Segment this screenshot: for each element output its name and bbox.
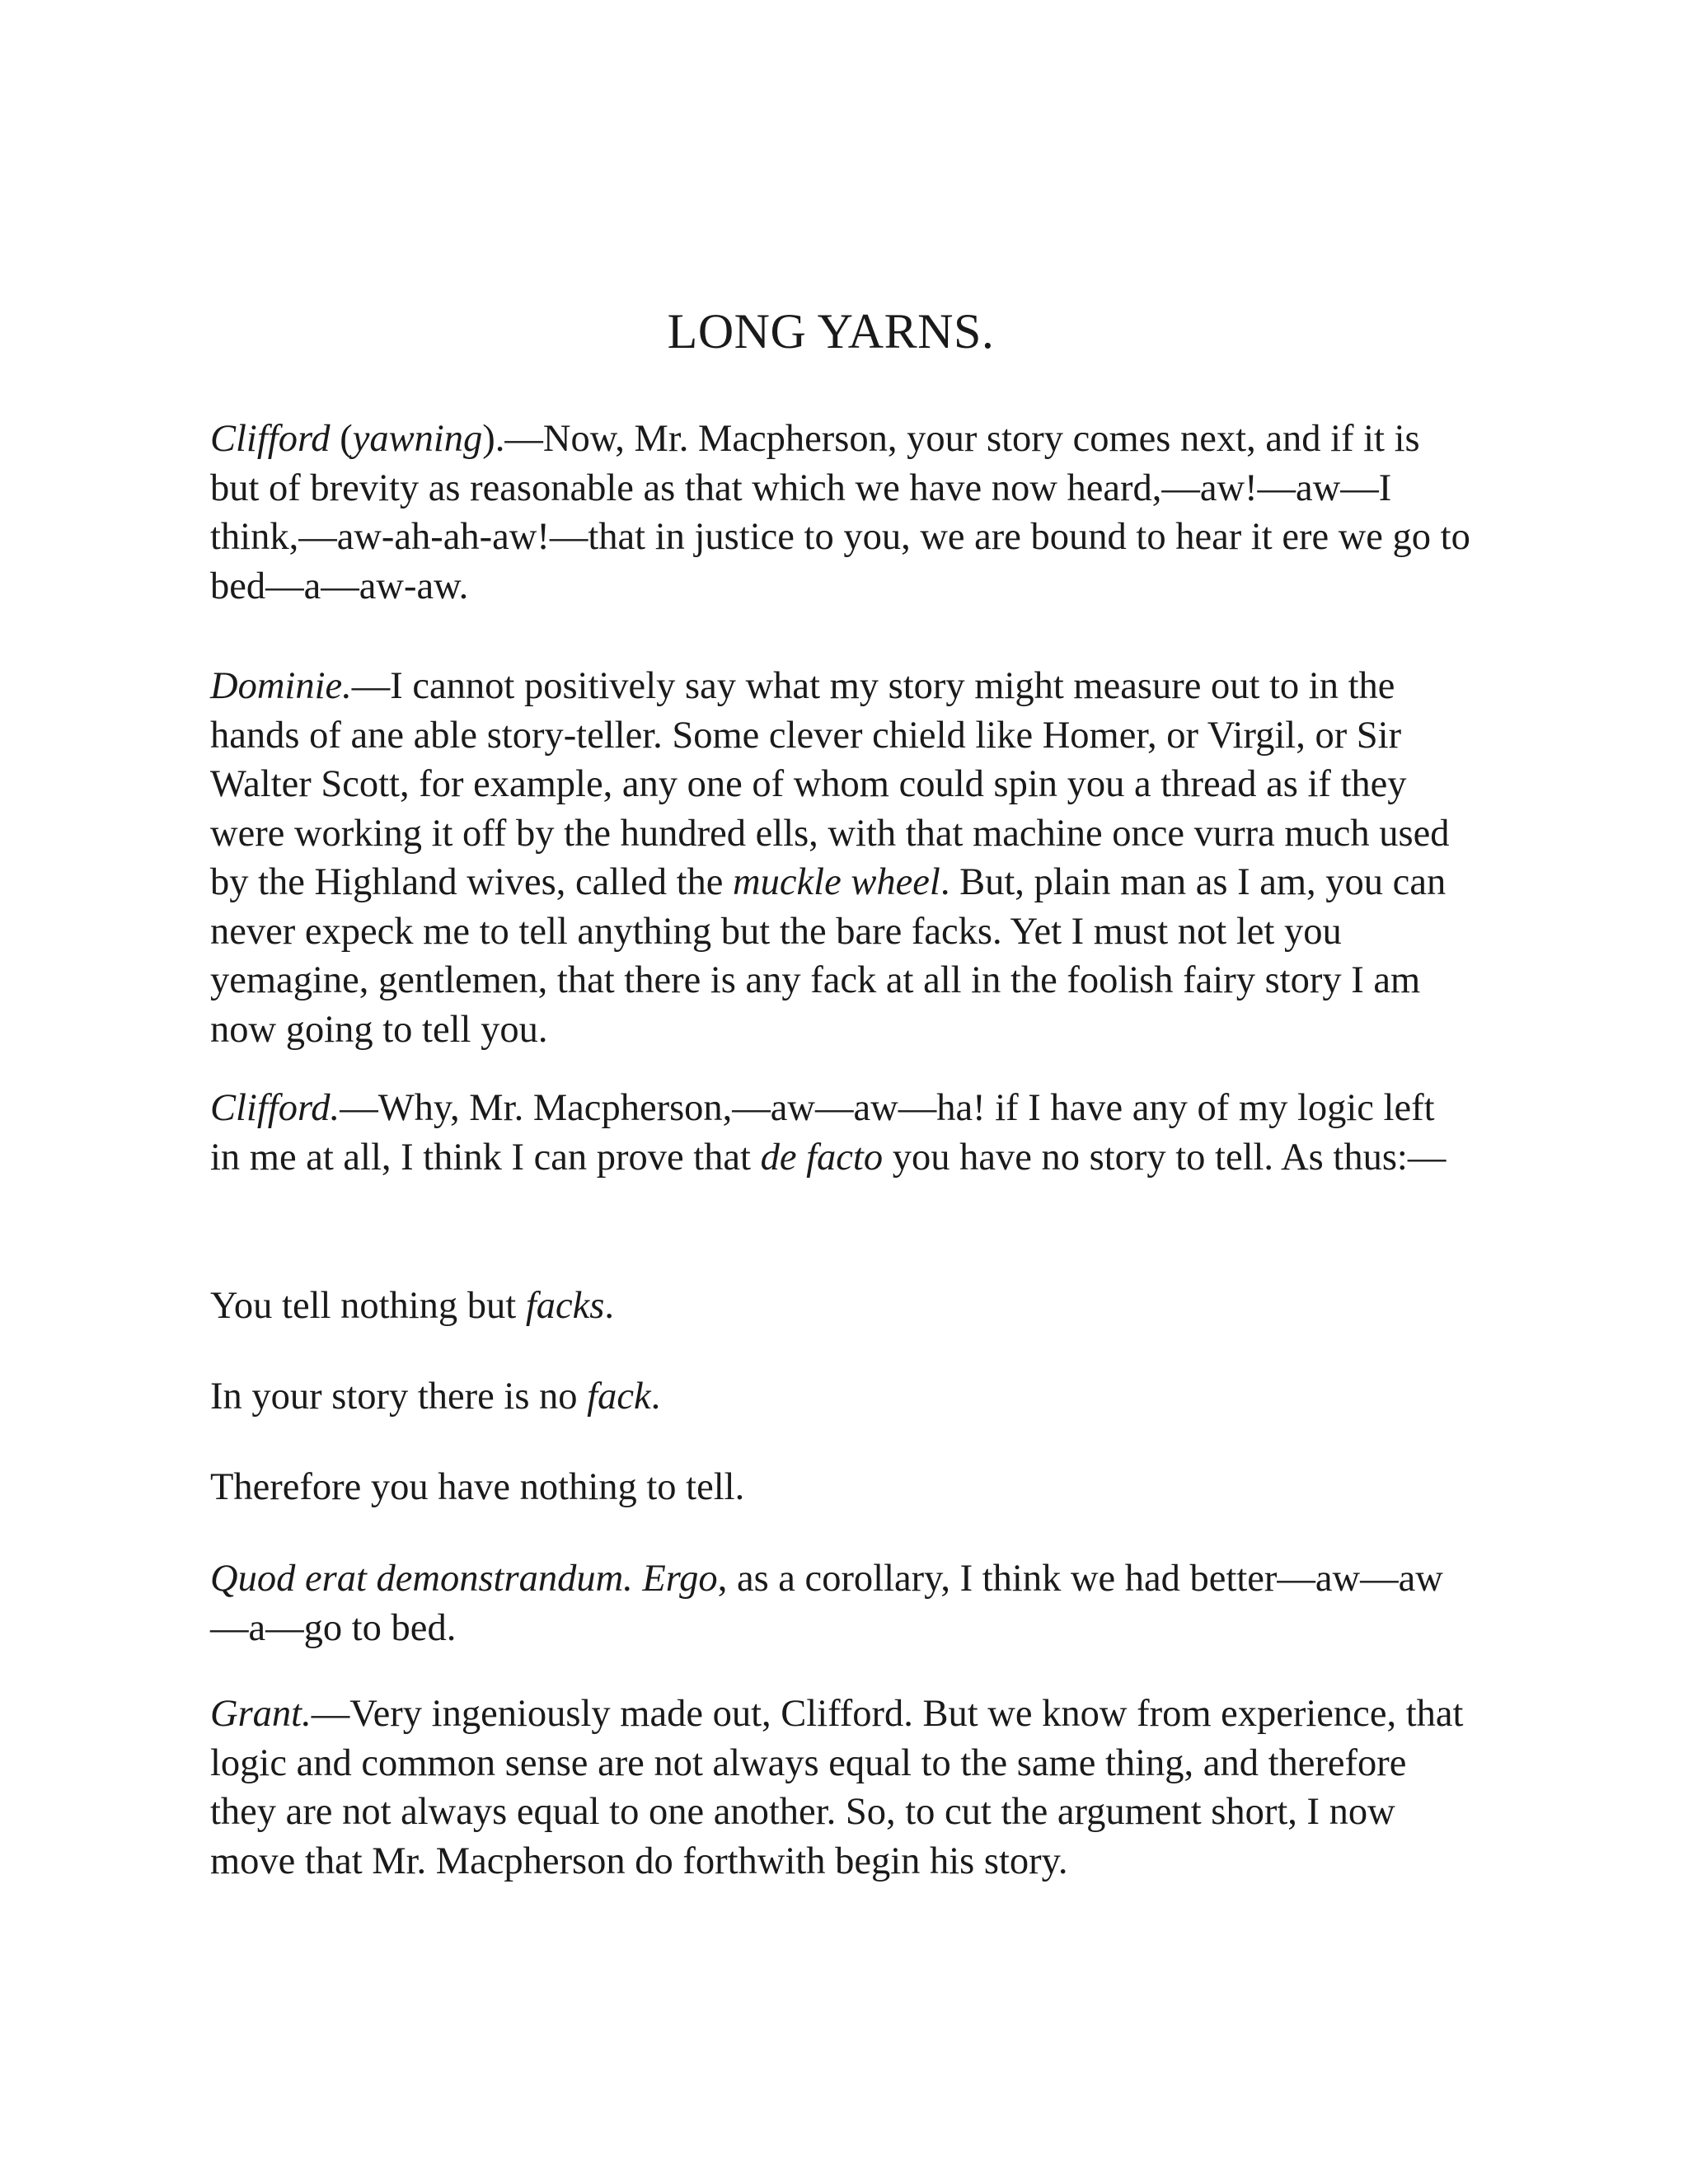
paragraph-text: —Why, Mr. Macpherson,—aw—aw—ha! if I have any of my logic left in me at all, I think I can prove that [210,1087,1435,1179]
speaker-name: Clifford. [210,1087,340,1129]
paragraph-dominie [210,662,1471,1054]
speaker-name: Clifford [210,418,331,460]
italic-term: facks [525,1285,605,1327]
paragraph-text: . [604,1285,615,1327]
syllogism-minor-premise [210,1372,1471,1422]
paren-open: ( [330,418,353,460]
italic-term: fack [587,1376,651,1418]
italic-term: Quod erat demonstrandum. [210,1558,633,1600]
paragraph-text: you have no story to tell. As thus:— [883,1136,1447,1179]
paragraph-qed [210,1554,1471,1652]
paragraph-grant [210,1690,1471,1886]
syllogism-conclusion [210,1463,1471,1512]
word-space [633,1558,643,1600]
paragraph-text: In your story there is no [210,1376,588,1418]
speaker-name: Grant. [210,1693,312,1735]
paragraph-text: You tell nothing but [210,1285,526,1327]
paragraph-text: . But, plain man as I am, you can never expeck me to tell anything but the bare facks. Yet I must not let you yemagine, gentlemen, that there is any fack at all in the foolish fairy story I am now going to tell you. [210,861,1447,1051]
italic-term: Ergo [642,1558,718,1600]
paragraph-text: . [650,1376,661,1418]
paragraph-text: , as a corollary, I think we had better—aw—aw—a—go to bed. [210,1558,1443,1649]
paragraph-text: —I cannot positively say what my story might measure out to in the hands of ane able story-teller. Some clever chield like Homer, or Virgil, or Sir Walter Scott, for example, any one of whom could spin you a thread as if they were working it off by the hundred ells, with that machine once vurra much used by the Highland wives, called the [210,665,1450,903]
syllogism-major-premise [210,1282,1471,1331]
italic-term: de facto [760,1136,884,1179]
paragraph-text: ).—Now, Mr. Macpherson, your story comes next, and if it is but of brevity as reasonable as that which we have now heard,—aw!—aw—I think,—aw-ah-ah-aw!—that in justice to you, we are bound to hear it ere we go to bed—a—aw-aw. [210,418,1470,607]
italic-term: muckle wheel [733,861,940,903]
paragraph-clifford-logic [210,1084,1471,1182]
speaker-name: Dominie. [210,665,352,707]
stage-direction: yawning [352,418,483,460]
chapter-title: LONG YARNS. [667,304,995,359]
paragraph-text: —Very ingeniously made out, Clifford. But we know from experience, that logic and common sense are not always equal to the same thing, and therefore they are not always equal to one another. So, to cut the argument short, I now move that Mr. Macpherson do forthwith begin his story. [210,1693,1464,1882]
paragraph-text: Therefore you have nothing to tell. [210,1466,745,1508]
paragraph-clifford-yawning [210,415,1471,611]
